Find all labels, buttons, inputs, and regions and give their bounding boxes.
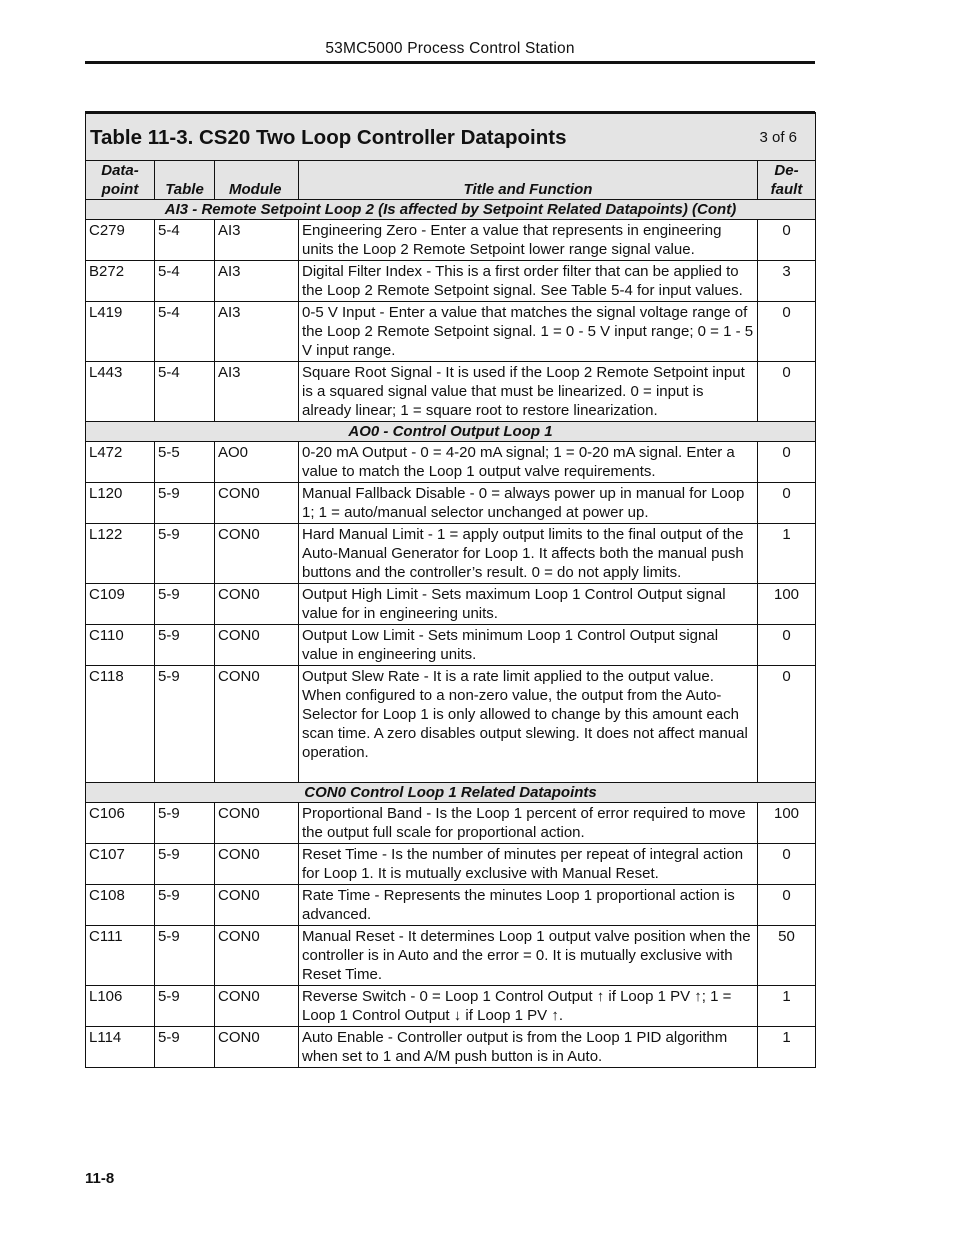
table-ref-cell: 5-9 <box>155 844 215 885</box>
title-function-cell: Proportional Band - Is the Loop 1 percent of error required to move the output full scale for proportional action. <box>299 803 758 844</box>
module-cell: CON0 <box>215 1027 299 1068</box>
default-cell: 1 <box>758 524 816 584</box>
datapoint-cell: C107 <box>86 844 155 885</box>
section-heading: AI3 - Remote Setpoint Loop 2 (Is affected by Setpoint Related Datapoints) (Cont) <box>86 200 816 220</box>
table-ref-cell: 5-9 <box>155 584 215 625</box>
table-ref-cell: 5-9 <box>155 986 215 1027</box>
table-ref-cell: 5-9 <box>155 666 215 783</box>
module-cell: AO0 <box>215 442 299 483</box>
default-cell: 0 <box>758 625 816 666</box>
module-cell: AI3 <box>215 362 299 422</box>
table-ref-cell: 5-9 <box>155 803 215 844</box>
table-ref-cell: 5-9 <box>155 625 215 666</box>
section-heading-row <box>86 783 816 803</box>
table-row <box>86 442 816 483</box>
running-header: 53MC5000 Process Control Station <box>325 40 575 57</box>
table-row <box>86 844 816 885</box>
default-cell: 100 <box>758 584 816 625</box>
default-cell: 0 <box>758 666 816 783</box>
title-function-cell: Output High Limit - Sets maximum Loop 1 Control Output signal value for in engineering units. <box>299 584 758 625</box>
datapoint-cell: C110 <box>86 625 155 666</box>
datapoints-table-container <box>85 111 815 1068</box>
default-cell: 1 <box>758 1027 816 1068</box>
module-cell: AI3 <box>215 261 299 302</box>
section-heading-row <box>86 200 816 220</box>
title-function-cell: Rate Time - Represents the minutes Loop 1 proportional action is advanced. <box>299 885 758 926</box>
table-row <box>86 625 816 666</box>
default-cell: 0 <box>758 442 816 483</box>
table-ref-cell: 5-9 <box>155 1027 215 1068</box>
datapoint-cell: L114 <box>86 1027 155 1068</box>
datapoint-cell: C106 <box>86 803 155 844</box>
column-header-datapoint: Data- point <box>86 161 155 200</box>
default-cell: 100 <box>758 803 816 844</box>
table-ref-cell: 5-9 <box>155 885 215 926</box>
title-function-cell: Digital Filter Index - This is a first order filter that can be applied to the Loop 2 Remote Setpoint signal. See Table 5-4 for input values. <box>299 261 758 302</box>
title-function-cell: Auto Enable - Controller output is from the Loop 1 PID algorithm when set to 1 and A/M push button is in Auto. <box>299 1027 758 1068</box>
title-function-cell: Hard Manual Limit - 1 = apply output limits to the final output of the Auto-Manual Generator for Loop 1. It affects both the manual push buttons and the controller’s result. 0 = do not apply limits. <box>299 524 758 584</box>
table-row <box>86 362 816 422</box>
default-cell: 0 <box>758 483 816 524</box>
datapoint-cell: L472 <box>86 442 155 483</box>
default-cell: 0 <box>758 302 816 362</box>
table-row <box>86 885 816 926</box>
page-number: 11-8 <box>85 1170 115 1187</box>
table-body <box>86 200 816 1068</box>
module-cell: CON0 <box>215 483 299 524</box>
module-cell: CON0 <box>215 885 299 926</box>
table-ref-cell: 5-4 <box>155 302 215 362</box>
table-title: Table 11-3. CS20 Two Loop Controller Datapoints <box>90 125 567 149</box>
datapoint-cell: L443 <box>86 362 155 422</box>
module-cell: AI3 <box>215 302 299 362</box>
column-header-row <box>86 161 816 200</box>
table-row <box>86 261 816 302</box>
datapoint-cell: C279 <box>86 220 155 261</box>
title-function-cell: Manual Reset - It determines Loop 1 output valve position when the controller is in Auto and the error = 0. It is mutually exclusive with Reset Time. <box>299 926 758 986</box>
module-cell: CON0 <box>215 584 299 625</box>
table-row <box>86 483 816 524</box>
datapoint-cell: L419 <box>86 302 155 362</box>
default-cell: 0 <box>758 220 816 261</box>
table-row <box>86 926 816 986</box>
table-ref-cell: 5-9 <box>155 483 215 524</box>
datapoint-cell: B272 <box>86 261 155 302</box>
datapoints-table <box>85 112 816 1068</box>
table-row <box>86 986 816 1027</box>
table-ref-cell: 5-4 <box>155 362 215 422</box>
default-cell: 3 <box>758 261 816 302</box>
datapoint-cell: L106 <box>86 986 155 1027</box>
module-cell: CON0 <box>215 803 299 844</box>
datapoint-cell: C108 <box>86 885 155 926</box>
table-title-cell <box>86 113 816 161</box>
title-function-cell: Output Low Limit - Sets minimum Loop 1 Control Output signal value in engineering units. <box>299 625 758 666</box>
datapoint-cell: C118 <box>86 666 155 783</box>
title-function-cell: Engineering Zero - Enter a value that represents in engineering units the Loop 2 Remote Setpoint lower range signal value. <box>299 220 758 261</box>
default-cell: 50 <box>758 926 816 986</box>
title-function-cell: Reset Time - Is the number of minutes per repeat of integral action for Loop 1. It is mutually exclusive with Manual Reset. <box>299 844 758 885</box>
default-cell: 1 <box>758 986 816 1027</box>
title-function-cell: Reverse Switch - 0 = Loop 1 Control Output ↑ if Loop 1 PV ↑; 1 = Loop 1 Control Output ↓ if Loop 1 PV ↑. <box>299 986 758 1027</box>
section-heading: AO0 - Control Output Loop 1 <box>86 422 816 442</box>
title-function-cell: Manual Fallback Disable - 0 = always power up in manual for Loop 1; 1 = auto/manual selector unchanged at power up. <box>299 483 758 524</box>
table-title-row <box>86 113 816 161</box>
module-cell: CON0 <box>215 666 299 783</box>
datapoint-cell: C109 <box>86 584 155 625</box>
table-ref-cell: 5-4 <box>155 220 215 261</box>
module-cell: CON0 <box>215 844 299 885</box>
table-row <box>86 803 816 844</box>
column-header-table: Table <box>155 161 215 200</box>
module-cell: AI3 <box>215 220 299 261</box>
title-function-cell: 0-20 mA Output - 0 = 4-20 mA signal; 1 = 0-20 mA signal. Enter a value to match the Loop 1 output valve requirements. <box>299 442 758 483</box>
default-cell: 0 <box>758 844 816 885</box>
section-heading: CON0 Control Loop 1 Related Datapoints <box>86 783 816 803</box>
default-cell: 0 <box>758 362 816 422</box>
module-cell: CON0 <box>215 524 299 584</box>
table-row <box>86 220 816 261</box>
title-function-cell: Square Root Signal - It is used if the Loop 2 Remote Setpoint input is a squared signal value that must be linearized. 0 = input is already linear; 1 = square root to restore linearization. <box>299 362 758 422</box>
table-page-indicator: 3 of 6 <box>759 128 797 146</box>
table-row <box>86 302 816 362</box>
table-ref-cell: 5-5 <box>155 442 215 483</box>
table-row <box>86 584 816 625</box>
column-header-module: Module <box>215 161 299 200</box>
column-header-default: De- fault <box>758 161 816 200</box>
header-rule <box>85 61 815 64</box>
table-row <box>86 666 816 783</box>
section-heading-row <box>86 422 816 442</box>
datapoint-cell: L120 <box>86 483 155 524</box>
module-cell: CON0 <box>215 926 299 986</box>
title-function-cell: 0-5 V Input - Enter a value that matches the signal voltage range of the Loop 2 Remote Setpoint signal. 1 = 0 - 5 V input range; 0 = 1 - 5 V input range. <box>299 302 758 362</box>
table-ref-cell: 5-9 <box>155 926 215 986</box>
module-cell: CON0 <box>215 625 299 666</box>
table-ref-cell: 5-9 <box>155 524 215 584</box>
column-header-title-function: Title and Function <box>299 161 758 200</box>
module-cell: CON0 <box>215 986 299 1027</box>
table-row <box>86 524 816 584</box>
table-row <box>86 1027 816 1068</box>
table-ref-cell: 5-4 <box>155 261 215 302</box>
default-cell: 0 <box>758 885 816 926</box>
datapoint-cell: C111 <box>86 926 155 986</box>
title-function-cell: Output Slew Rate - It is a rate limit applied to the output value. When configured to a non-zero value, the output from the Auto-Selector for Loop 1 is only allowed to change by this amount each scan time. A zero disables output slewing. It does not affect manual operation. <box>299 666 758 783</box>
datapoint-cell: L122 <box>86 524 155 584</box>
